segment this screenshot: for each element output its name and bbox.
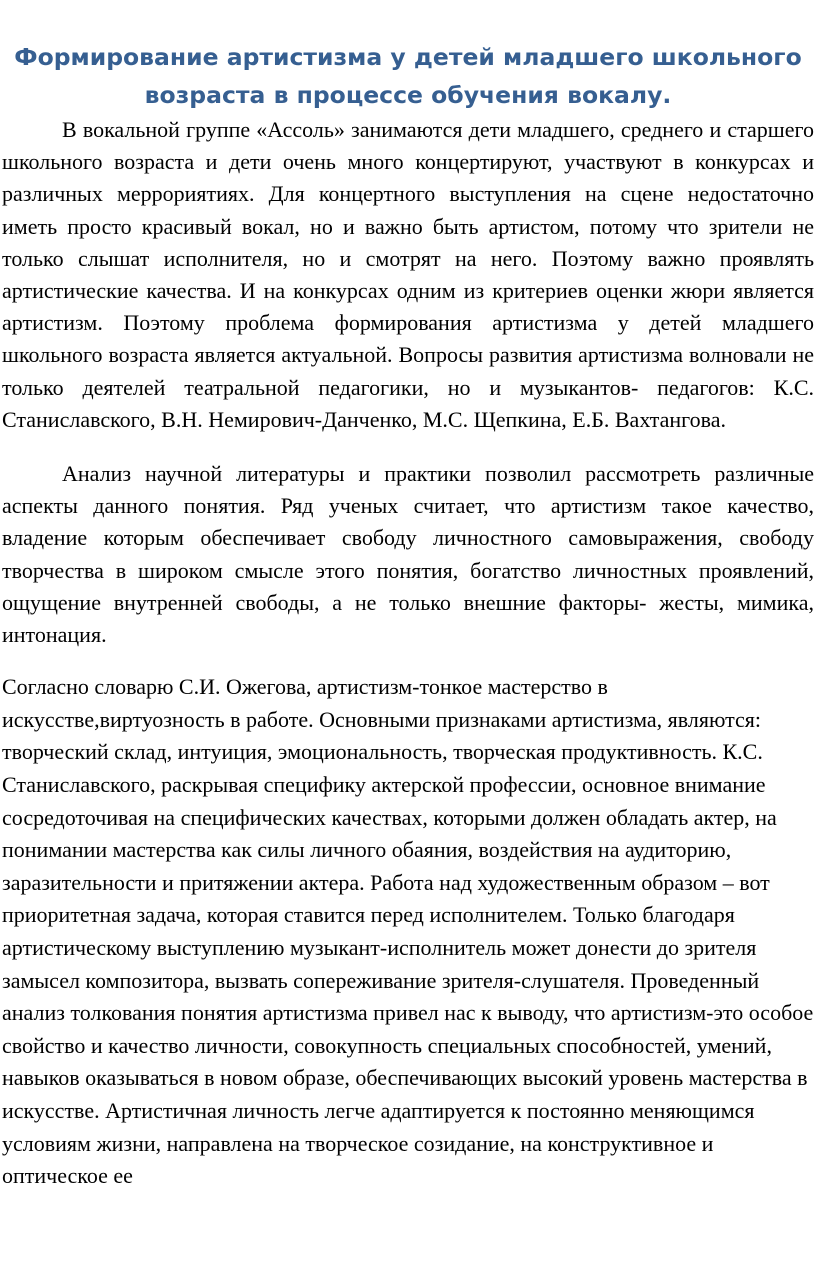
paragraph-analysis: Анализ научной литературы и практики позволил рассмотреть различные аспекты данного понятия. Ряд ученых считает, что артистизм такое качество, владение которым обеспечивает свободу личностного самовыражения, свободу творчества в широком смысле этого понятия, богатство личностных проявлений, ощущение внутренней свободы, а не только внешние факторы- жесты, мимика, интонация. bbox=[2, 461, 814, 648]
paragraph-definition: Согласно словарю С.И. Ожегова, артистизм-тонкое мастерство в искусстве,виртуозность в работе. Основными признаками артистизма, являются: творческий склад, интуиция, эмоциональность, творческая продуктивность. К.С. Станиславского, раскрывая специфику актерской профессии, основное внимание сосредоточивая на специфических качествах, которыми должен обладать актер, на понимании мастерства как силы личного обаяния, воздействия на аудиторию, заразительности и притяжении актера. Работа над художественным образом – вот приоритетная задача, которая ставится перед исполнителем. Только благодаря артистическому выступлению музыкант-исполнитель может донести до зрителя замысел композитора, вызвать сопереживание зрителя-слушателя. Проведенный анализ толкования понятия артистизма привел нас к выводу, что артистизм-это особое свойство и качество личности, совокупность специальных способностей, умений, навыков оказываться в новом образе, обеспечивающих высокий уровень мастерства в искусстве. Артистичная личность легче адаптируется к постоянно меняющимся условиям жизни, направлена на творческое созидание, на конструктивное и оптическое ее bbox=[2, 674, 814, 1189]
document-title: Формирование артистизма у детей младшего школьного возраста в процессе обучения вокалу. bbox=[14, 43, 802, 109]
paragraph-intro: В вокальной группе «Ассоль» занимаются дети младшего, среднего и старшего школьного возраста и дети очень много концертируют, участвуют в конкурсах и различных меррориятиях. Для концертного выступления на сцене недостаточно иметь просто красивый вокал, но и важно быть артистом, потому что зрители не только слышат исполнителя, но и смотрят на него. Поэтому важно проявлять артистические качества. И на конкурсах одним из критериев оценки жюри является артистизм. Поэтому проблема формирования артистизма у детей младшего школьного возраста является актуальной. Вопросы развития артистизма волновали не только деятелей театральной педагогики, но и музыкантов- педагогов: К.С. Станиславского, В.Н. Немирович-Данченко, М.С. Щепкина, Е.Б. Вахтангова. bbox=[2, 117, 814, 432]
